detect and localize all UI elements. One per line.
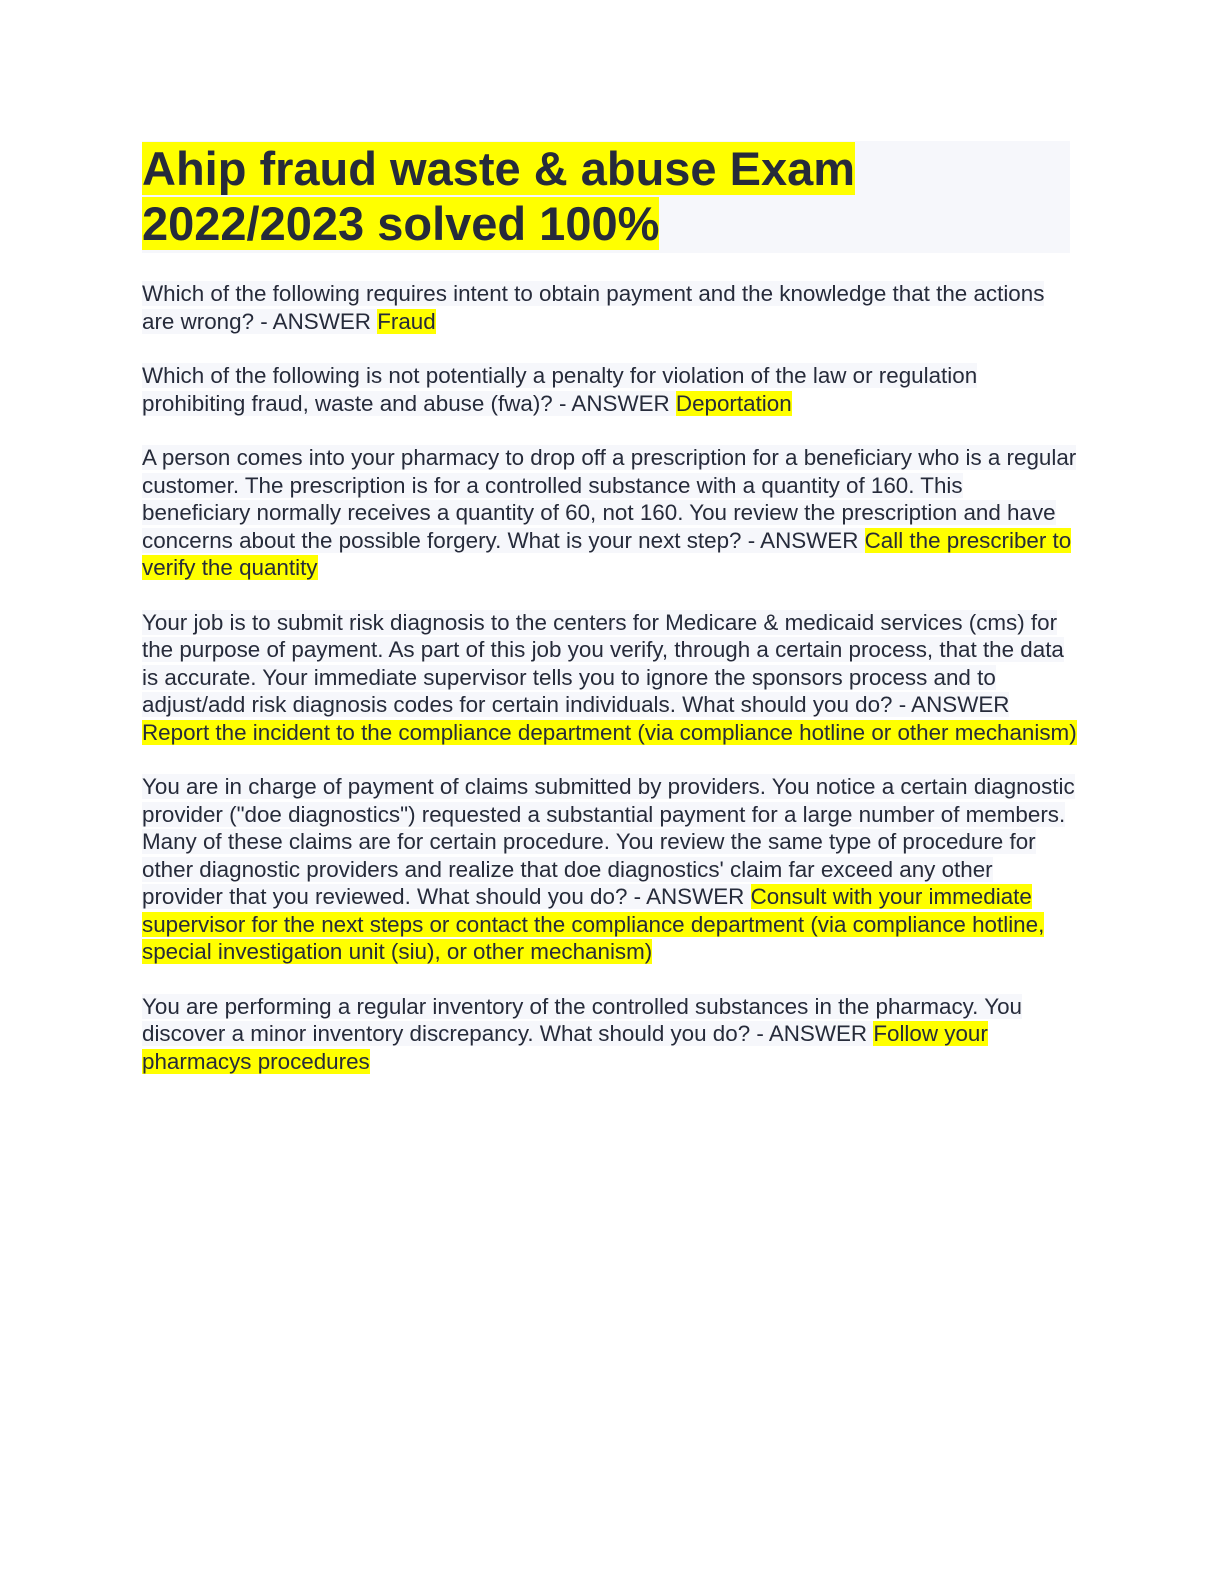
qa-item-6 xyxy=(142,993,1077,1076)
question-text: You are performing a regular inventory of the controlled substances in the pharmacy. You discover a minor inventory discrepancy. What should you do? - ANSWER xyxy=(142,993,1022,1046)
answer-text: Report the incident to the compliance department (via compliance hotline or other mechanism) xyxy=(142,719,1077,745)
qa-item-2 xyxy=(142,362,1077,417)
qa-item-4 xyxy=(142,609,1077,747)
answer-text: Follow your pharmacys procedures xyxy=(142,1021,988,1074)
question-text: Which of the following is not potentially a penalty for violation of the law or regulation prohibiting fraud, waste and abuse (fwa)? - ANSWER xyxy=(142,363,978,416)
title-highlight: Ahip fraud waste & abuse Exam 2022/2023 solved 100% xyxy=(142,142,856,250)
question-text: A person comes into your pharmacy to drop off a prescription for a beneficiary who is a regular customer. The prescription is for a controlled substance with a quantity of 160. This beneficiary normally receives a quantity of 60, not 160. You review the prescription and have concerns about the possible forgery. What is your next step? - ANSWER xyxy=(142,445,1077,553)
qa-item-3 xyxy=(142,444,1077,582)
qa-list xyxy=(142,280,1077,1102)
question-text: Your job is to submit risk diagnosis to the centers for Medicare & medicaid services (cms) for the purpose of payment. As part of this job you verify, through a certain process, that the data is accurate. Your immediate supervisor tells you to ignore the sponsors process and to adjust/add risk diagnosis codes for certain individuals. What should you do? - ANSWER xyxy=(142,609,1064,717)
answer-text: Call the prescriber to verify the quantity xyxy=(142,527,1072,580)
qa-item-5 xyxy=(142,773,1077,966)
answer-text: Consult with your immediate supervisor for the next steps or contact the compliance department (via compliance hotline, special investigation unit (siu), or other mechanism) xyxy=(142,884,1045,964)
document-title xyxy=(142,141,1070,251)
answer-text: Deportation xyxy=(675,390,792,416)
question-text: Which of the following requires intent to obtain payment and the knowledge that the actions are wrong? - ANSWER xyxy=(142,281,1045,334)
question-text: You are in charge of payment of claims submitted by providers. You notice a certain diagnostic provider ("doe diagnostics") requested a substantial payment for a large number of members. Many of these claims are for certain procedure. You review the same type of procedure for other diagnostic providers and realize that doe diagnostics' claim far exceed any other provider that you reviewed. What should you do? - ANSWER xyxy=(142,774,1075,909)
answer-text: Fraud xyxy=(377,308,436,334)
qa-item-1 xyxy=(142,280,1077,335)
